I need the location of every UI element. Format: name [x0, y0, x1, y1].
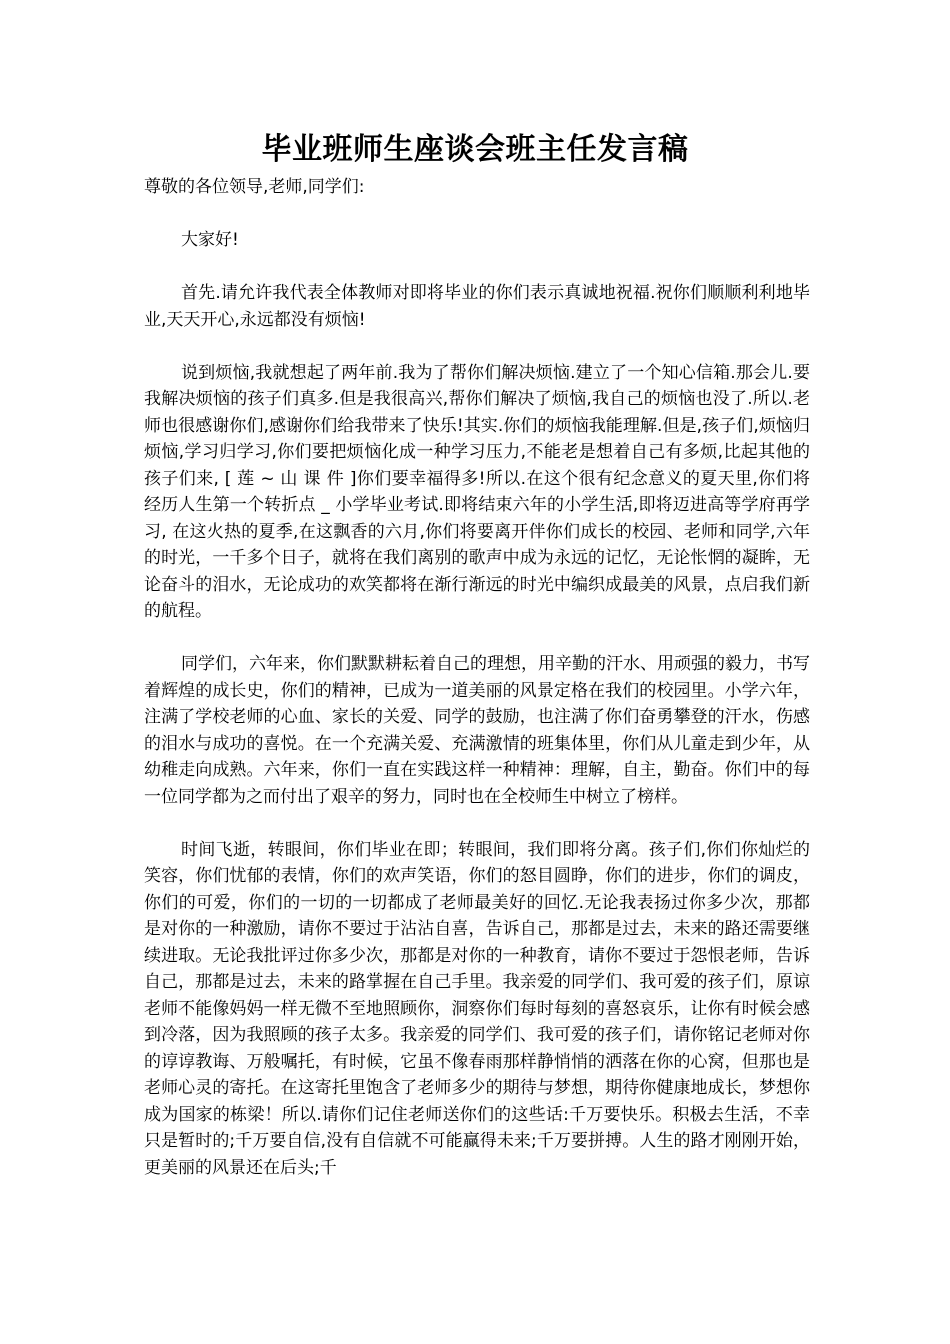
- paragraph-blessing: 首先.请允许我代表全体教师对即将毕业的你们表示真诚地祝福.祝你们顺顺利利地毕业,天天开心,永远都没有烦恼!: [144, 283, 810, 330]
- document-title: 毕业班师生座谈会班主任发言稿: [261, 132, 689, 167]
- document-body: [144, 174, 810, 1181]
- paragraph-six-years: 同学们，六年来，你们默默耕耘着自己的理想，用辛勤的汗水、用顽强的毅力，书写着辉煌的成长史，你们的精神，已成为一道美丽的风景定格在我们的校园里。小学六年，注满了学校老师的心血、家长的关爱、同学的鼓励，也注满了你们奋勇攀登的汗水，伤感的泪水与成功的喜悦。在一个充满关爱、充满激情的班集体里，你们从儿童走到少年，从幼稚走向成熟。六年来，你们一直在实践这样一种精神：理解，自主，勤奋。你们中的每一位同学都为之而付出了艰辛的努力，同时也在全校师生中树立了榜样。: [144, 654, 810, 807]
- paragraph-greeting: 大家好!: [181, 230, 239, 250]
- paragraph-farewell: 时间飞逝，转眼间，你们毕业在即；转眼间，我们即将分离。孩子们,你们你灿烂的笑容，你们忧郁的表情，你们的欢声笑语，你们的怒目圆睁，你们的进步，你们的调皮，你们的可爱，你们的一切的一切都成了老师最美好的回忆.无论我表扬过你多少次，那都是对你的一种激励，请你不要过于沾沾自喜，告诉自己，那都是过去，未来的路还需要继续进取。无论我批评过你多少次，那都是对你的一种教育，请你不要过于怨恨老师，告诉自己，那都是过去，未来的路掌握在自己手里。我亲爱的同学们、我可爱的孩子们，原谅老师不能像妈妈一样无微不至地照顾你，洞察你们每时每刻的喜怒哀乐，让你有时候会感到冷落，因为我照顾的孩子太多。我亲爱的同学们、我可爱的孩子们，请你铭记老师对你的谆谆教诲、万般嘱托，有时候，它虽不像春雨那样静悄悄的洒落在你的心窝，但那也是老师心灵的寄托。在这寄托里饱含了老师多少的期待与梦想，期待你健康地成长，梦想你成为国家的栋梁！所以.请你们记住老师送你们的这些话:千万要快乐。积极去生活，不幸只是暂时的;千万要自信,没有自信就不可能赢得未来;千万要拼搏。人生的路才刚刚开始，更美丽的风景还在后头;千: [144, 839, 810, 1178]
- paragraph-worries: 说到烦恼,我就想起了两年前.我为了帮你们解决烦恼.建立了一个知心信箱.那会儿.要我解决烦恼的孩子们真多.但是我很高兴,帮你们解决了烦恼,我自己的烦恼也没了.所以.老师也很感谢你们,感谢你们给我带来了快乐!其实.你们的烦恼我能理解.但是,孩子们,烦恼归烦恼,学习归学习,你们要把烦恼化成一种学习压力,不能老是想着自己有多烦,比起其他的孩子们来, [ 莲 ~ 山 课 件 ]你们要幸福得多!所以.在这个很有纪念意义的夏天里,你们将经历人生第一个转折点 _ 小学毕业考试.即将结束六年的小学生活,即将迈进高等学府再学习, 在这火热的夏季,在这飘香的六月,你们将要离开伴你们成长的校园、老师和同学,六年的时光，一千多个日子，就将在我们离别的歌声中成为永远的记忆，无论怅惘的凝眸，无论奋斗的泪水，无论成功的欢笑都将在渐行渐远的时光中编织成最美的风景，点启我们新的航程。: [144, 362, 810, 621]
- salutation: 尊敬的各位领导,老师,同学们:: [144, 177, 365, 197]
